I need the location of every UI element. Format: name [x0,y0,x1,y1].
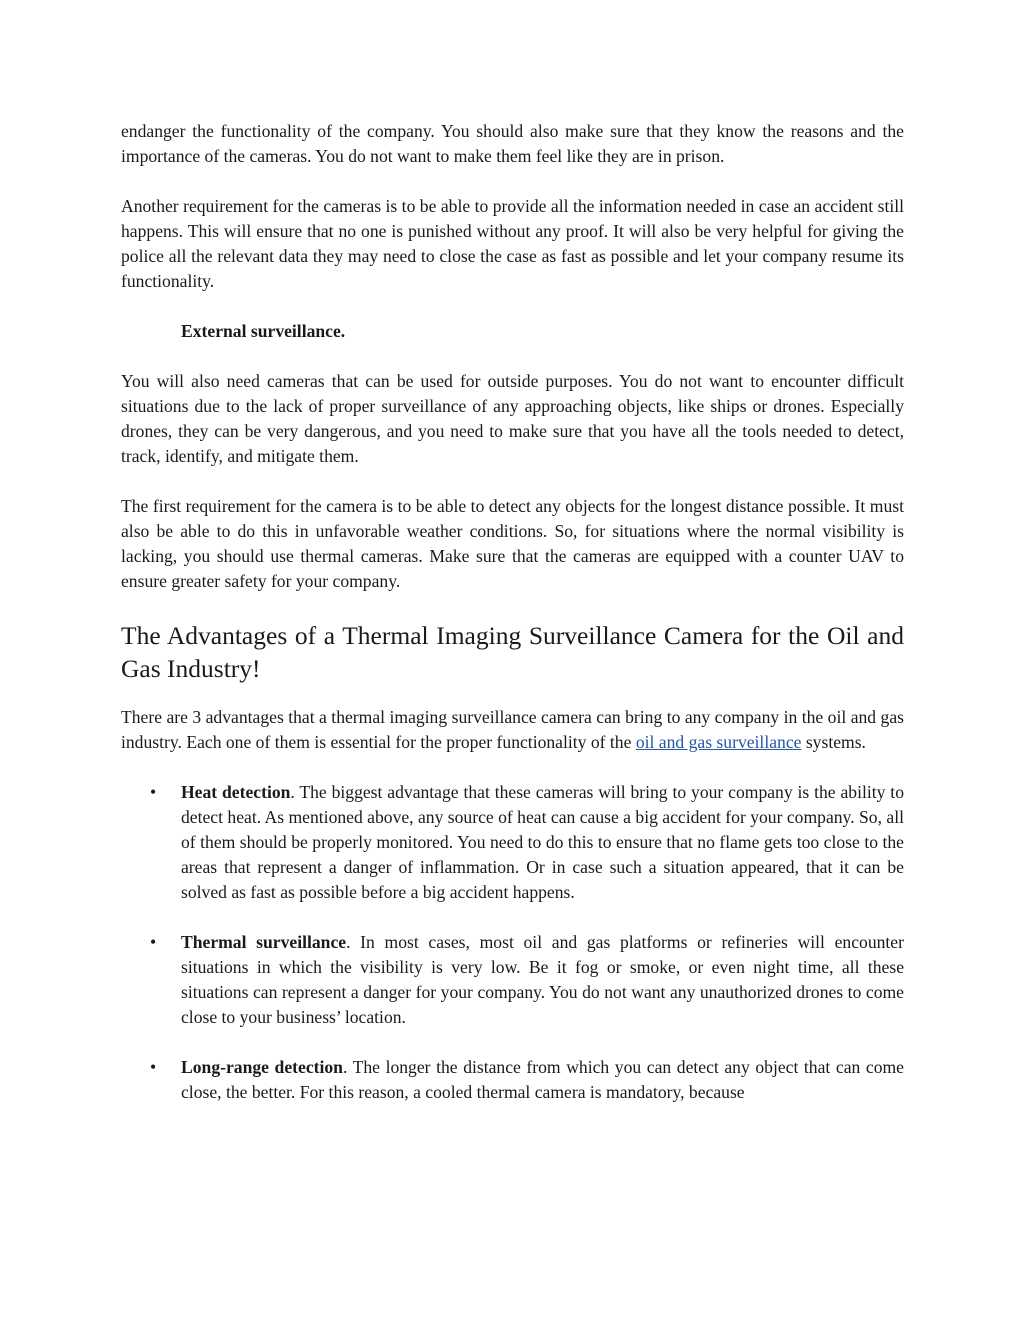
list-item-term: Thermal surveillance [181,932,347,952]
bullet-icon: • [150,782,157,802]
paragraph-advantages-intro [121,705,904,755]
list-item-description: . In most cases, most oil and gas platforms or refineries will encounter situations in which the visibility is very low. Be it fog or smoke, or even night time, all these situations can represent a danger for your company. You do not want any unauthorized drones to come close to your business’ location. [181,932,904,1027]
list-item-term: Heat detection [181,782,291,802]
list-item-text [181,1055,904,1105]
paragraph-outside-cameras: You will also need cameras that can be used for outside purposes. You do not want to encounter difficult situations due to the lack of proper surveillance of any approaching objects, like ships or drones. Especially drones, they can be very dangerous, and you need to make sure that you have all the tools needed to detect, track, identify, and mitigate them. [121,371,904,466]
list-item-description: . The biggest advantage that these cameras will bring to your company is the ability to detect heat. As mentioned above, any source of heat can cause a big accident for your company. So, all of them should be properly monitored. You need to do this to ensure that no flame gets too close to the areas that represent a danger of inflammation. Or in case such a situation appeared, that it can be solved as fast as possible before a big accident happens. [181,782,904,902]
list-item-text [181,930,904,1030]
subheading-external-surveillance: External surveillance. [181,321,346,341]
list-item-description: . The longer the distance from which you can detect any object that can come close, the better. For this reason, a cooled thermal camera is mandatory, because [181,1057,904,1102]
list-item-heat-detection [121,780,904,905]
advantages-list [121,780,904,1105]
intro-text-after-link: systems. [801,732,866,752]
list-item-term: Long-range detection [181,1057,343,1077]
paragraph-accident-information: Another requirement for the cameras is to be able to provide all the information needed in case an accident still happens. This will ensure that no one is punished without any proof. It will also be very helpful for giving the police all the relevant data they may need to close the case as fast as possible and let your company resume its functionality. [121,196,904,291]
oil-gas-surveillance-link[interactable]: oil and gas surveillance [635,732,802,752]
paragraph-first-requirement: The first requirement for the camera is to be able to detect any objects for the longest distance possible. It must also be able to do this in unfavorable weather conditions. So, for situations where the normal visibility is lacking, you should use thermal cameras. Make sure that the cameras are equipped with a counter UAV to ensure greater safety for your company. [121,496,904,591]
list-item-long-range-detection [121,1055,904,1105]
intro-text-before-link: There are 3 advantages that a thermal imaging surveillance camera can bring to any company in the oil and gas industry. Each one of them is essential for the proper functionality of the [121,707,904,752]
section-heading-advantages: The Advantages of a Thermal Imaging Surveillance Camera for the Oil and Gas Industry! [121,621,904,683]
paragraph-cameras-importance: endanger the functionality of the company. You should also make sure that they know the reasons and the importance of the cameras. You do not want to make them feel like they are in prison. [121,121,904,166]
list-item-thermal-surveillance [121,930,904,1030]
document-page [121,119,904,1105]
list-item-text [181,780,904,905]
bullet-icon: • [150,932,157,952]
bullet-icon: • [150,1057,157,1077]
